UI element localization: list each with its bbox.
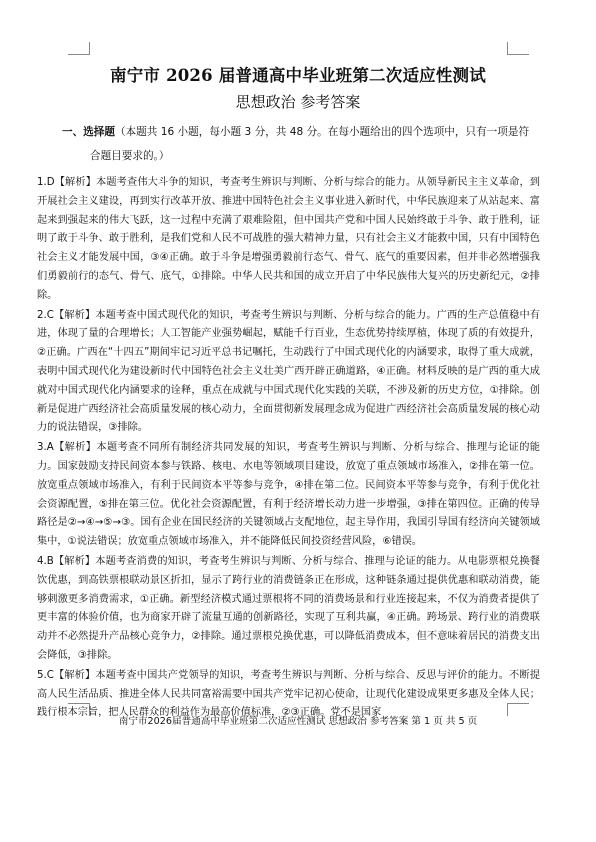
crop-mark-top-right-v [507,42,508,55]
page-footer: 南宁市2026届普通高中毕业班第二次适应性测试 思想政治 参考答案 第 1 页 共 5 页 [118,716,478,727]
answer-text: 【解析】本题考查伟大斗争的知识，考查考生辨识与判断、分析与综合的能力。从领导新民主主义革命，到开展社会主义建设，再到实行改革开放、推进中国特色社会主义事业进入新时代，中华民族迎来了从站起来、富起来到强起来的伟大飞跃，这一过程中充满了艰难险阻，但中国共产党和中国人民始终敢于斗争、敢于胜利，证明了敢于斗争、敢于胜利，是我们党和人民不可战胜的强大精神力量，只有社会主义才能救中国，只有中国特色社会主义才能发展中国，③④正确。敢于斗争是增强勇毅前行态气、骨气、底气的重要因素，但并非必然增强我们勇毅前行的态气、骨气、底气，①排除。中华人民共和国的成立开启了中华民族伟大复兴的历史新纪元，②排除。 [37,177,540,301]
answer-number: 4.B [37,555,54,567]
section-heading: 一、选择题 [62,126,115,138]
crop-mark-top-left-h [68,54,90,55]
answer-item [37,307,540,439]
document-subtitle: 思想政治 参考答案 [235,93,361,111]
section-line-2: 合题目要求的。） [90,150,170,162]
section-description: （本题共 16 小题，每小题 3 分，共 48 分。在每小题给出的四个选项中，只有一项是符 [114,126,530,138]
answer-number: 1.D [37,177,55,188]
answer-text: 【解析】本题考查消费的知识，考查考生辨识与判断、分析与综合、推理与论证的能力。从电影票根兑换餐饮优惠，到高铁票根联动景区折扣，显示了跨行业的消费链条正在形成，这种链条通过提供优惠和联动消费，能够刺激更多消费需求，①正确。新型经济模式通过票根将不同的消费场景和行业连接起来，不仅为消费者提供了更丰富的体验价值，也为商家开辟了流量互通的创新路径，实现了互利共赢，④正确。跨场景、跨行业的消费联动并不必然提升产品核心竞争力，②排除。通过票根兑换优惠，可以降低消费成本，但不意味着居民的消费支出会降低，③排除。 [37,555,540,661]
answer-text: 【解析】本题考查不同所有制经济共同发展的知识，考查考生辨识与判断、分析与综合、推理与论证的能力。国家鼓励支持民间资本参与铁路、核电、水电等领域项目建设，放宽了重点领域市场准入，②排在第一位。放宽重点领域市场准入，有利于民间资本平等参与竞争，④排在第二位。民间资本平等参与竞争，有利于优化社会资源配置，⑤排在第三位。优化社会资源配置，有利于经济增长动力进一步增强，③排在第四位。正确的传导路径是②→④→⑤→③。国有企业在国民经济的关键领域占支配地位，起主导作用，我国引导国有经济向关键领域集中，①说法错误；放宽重点领域市场准入，并不能降低民间投资经营风险，⑥错误。 [37,442,540,548]
answer-item [37,439,540,552]
document-title: 南宁市 2026 届普通高中毕业班第二次适应性测试 [110,66,486,85]
crop-mark-top-right-h [507,54,529,55]
answer-text: 【解析】本题考查中国式现代化的知识，考查考生辨识与判断、分析与综合的能力。广西的生产总值稳中有进，体现了量的合理增长；人工智能产业强势崛起，赋能千行百业，生态优势持续厚植，体现了质的有效提升，②正确。广西在“十四五”期间牢记习近平总书记嘱托，生动践行了中国式现代化的内涵要求，取得了重大成就，表明中国式现代化为建设新时代中国特色社会主义壮美广西开辟正确道路，④正确。材料反映的是广西的重大成就对中国式现代化内涵要求的诠释，重点在成就与中国式现代化实践的关联，不涉及新的历史方位，①排除。创新是促进广西经济社会高质量发展的核心动力，全面贯彻新发展理念成为促进广西经济社会高质量发展的核心动力的说法错误，③排除。 [37,309,540,434]
section-heading-block [62,120,540,168]
crop-mark-top-left-v [89,42,90,55]
section-line-1 [62,120,540,144]
answer-number: 2.C [37,309,54,321]
answer-list [37,174,540,724]
answer-text: 【解析】本题考查中国共产党领导的知识，考查考生辨识与判断、分析与综合、反思与评价的能力。不断提高人民生活品质、推进全体人民共同富裕需要中国共产党牢记初心使命，让现代化建设成果更多惠及全体人民；践行根本宗旨，把人民群众的利益作为最高价值标准，②③正确。党不是国家 [37,669,540,719]
answer-number: 5.C [37,669,54,681]
answer-number: 3.A [37,442,54,454]
answer-item [37,553,540,666]
answer-item [37,174,540,306]
